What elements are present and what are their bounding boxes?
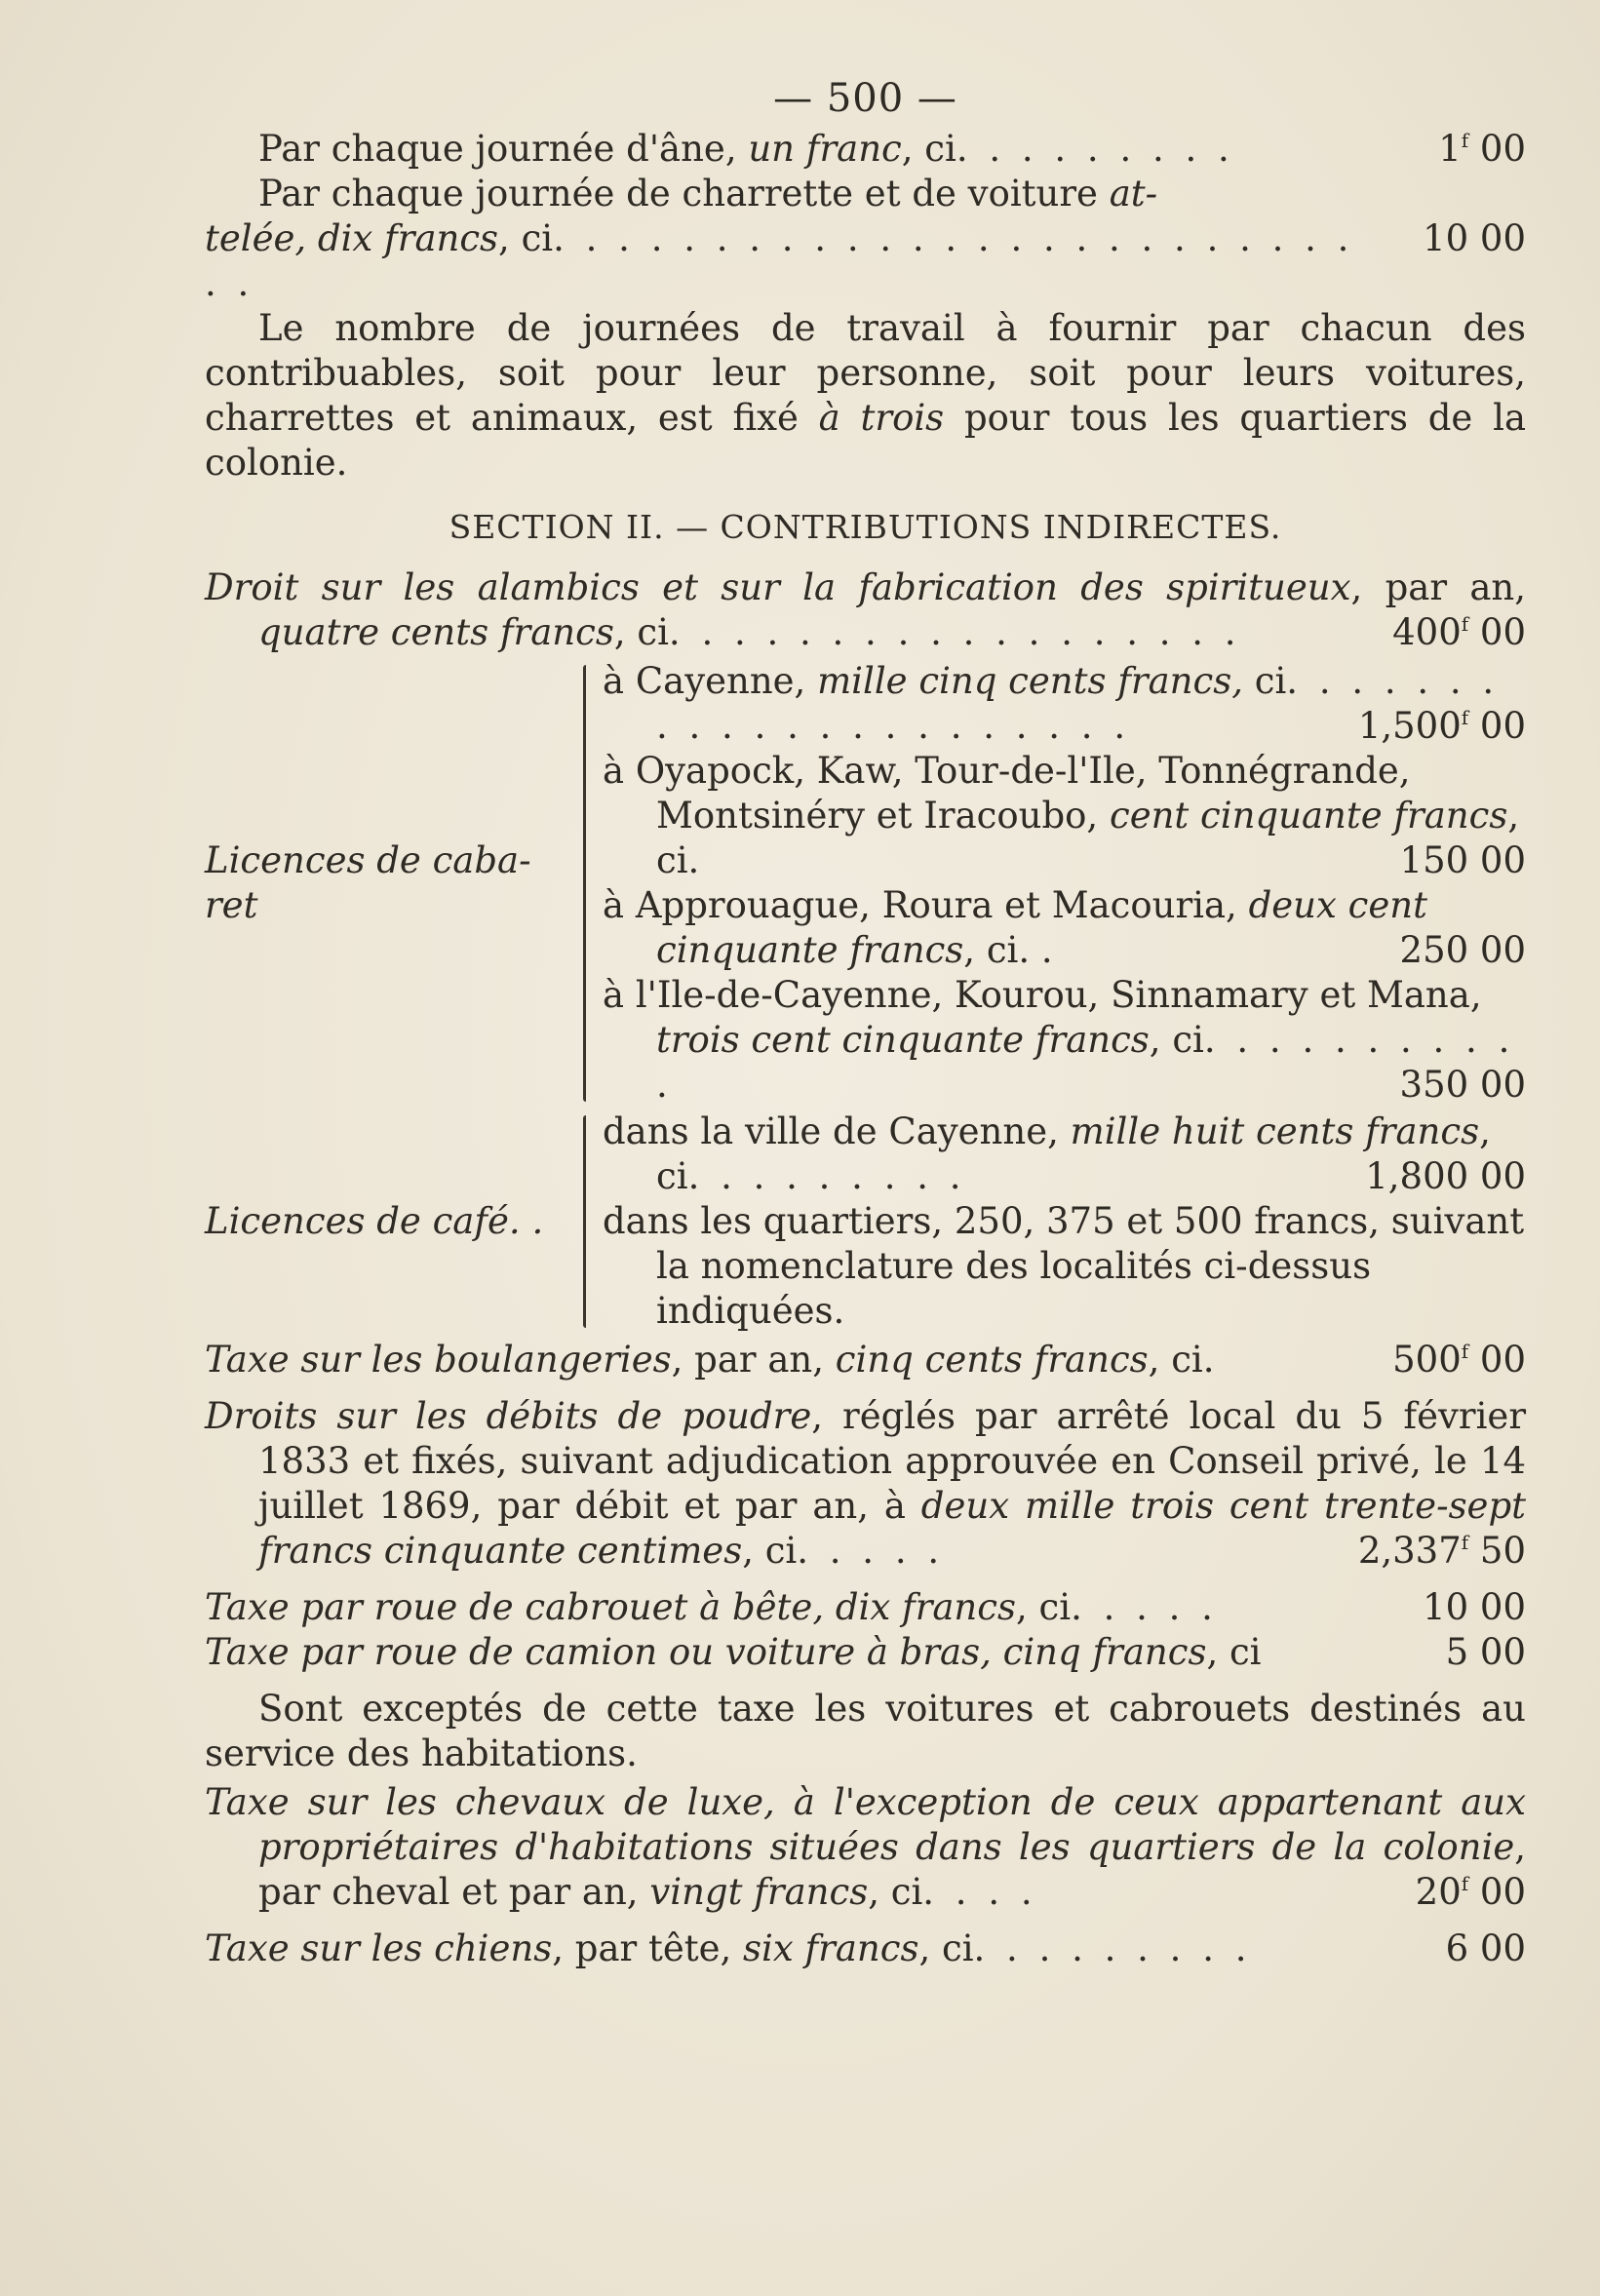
amount-cabrouet: 10 00 [1423,1586,1526,1628]
entry-cabrouet: Taxe par roue de cabrouet à bête, dix francs, ci. . . . . 10 00 [205,1586,1526,1628]
cabaret-item-oyapock: à Oyapock, Kaw, Tour-de-l'Ile, Tonnégrande, Montsinéry et Iracoubo, cent cinquante francs, ci. 150 00 [603,750,1526,881]
entry-chiens: Taxe sur les chiens, par tête, six francs, ci. . . . . . . . . 6 00 [205,1927,1526,1969]
page-content [205,76,1526,1971]
amount-chiens: 6 00 [1445,1927,1526,1969]
entry-camion: Taxe par roue de camion ou voiture à bras, cinq francs, ci 5 00 [205,1631,1526,1673]
amount-ane: 1$^f$ 00 [1438,128,1526,170]
entry-chevaux: Taxe sur les chevaux de luxe, à l'exception de ceux appartenant aux propriétaires d'habitations situées dans les quartiers de la colonie, par cheval et par an, vingt francs, ci. . . . 20$^f$ 00 [205,1781,1526,1913]
amount-alambics: 400$^f$ 00 [1392,611,1526,653]
amount-chevaux: 20$^f$ 00 [1415,1871,1526,1913]
line-ane: Par chaque journée d'âne, un franc, ci. . . . . . . . . 1$^f$ 00 [258,128,1526,170]
line-charrette-2: telée, dix francs, ci. . . . . . . . . . . . . . . . . . . . . . . . . . . 10 00 [205,217,1526,304]
cabaret-items [603,659,1526,1108]
brace [575,659,603,1108]
cabaret-item-ile-de-cayenne: à l'Ile-de-Cayenne, Kourou, Sinnamary et Mana, trois cent cinquante francs, ci. . . . . . . . . . . 350 00 [603,974,1526,1106]
paragraph-exceptes: Sont exceptés de cette taxe les voitures et cabrouets destinés au service des habitations. [205,1688,1526,1774]
page-number: — 500 — [773,76,957,121]
amount-poudre: 2,337$^f$ 50 [1357,1530,1526,1572]
cafe-items [603,1109,1526,1334]
group-licences-cabaret [205,659,1526,1108]
cafe-item-quartiers: dans les quartiers, 250, 375 et 500 francs, suivant la nomenclature des localités ci-dessus indiquées. [603,1200,1525,1332]
group-licences-cafe [205,1109,1526,1334]
entry-poudre: Droits sur les débits de poudre, réglés par arrêté local du 5 février 1833 et fixés, suivant adjudication approuvée en Conseil privé, le 14 juillet 1869, par débit et par an, à deux mille trois cent trente-sept francs cinquante centimes, ci. . . . . 2,337$^f$ 50 [205,1395,1527,1572]
section-title: SECTION II. — CONTRIBUTIONS INDIRECTES. [449,508,1282,546]
entry-alambics: Droit sur les alambics et sur la fabrication des spiritueux, par an, quatre cents francs, ci. . . . . . . . . . . . . . . . . . 400$^f$ 00 [205,566,1526,653]
brace [575,1109,603,1334]
entry-boulangeries: Taxe sur les boulangeries, par an, cinq cents francs, ci. 500$^f$ 00 [205,1339,1526,1381]
line-charrette-1: Par chaque journée de charrette et de voiture at- [258,173,1158,214]
cafe-item-ville: dans la ville de Cayenne, mille huit cents francs, ci. . . . . . . . . 1,800 00 [603,1110,1526,1197]
label-licences-cafe: Licences de café. . [205,1200,544,1242]
cabaret-item-cayenne: à Cayenne, mille cinq cents francs, ci. . . . . . . . . . . . . . . . . . . . . . 1,500$^f$ 00 [603,660,1526,747]
amount-camion: 5 00 [1445,1631,1526,1673]
amount-charrette: 10 00 [1423,217,1526,259]
amount-boulangeries: 500$^f$ 00 [1392,1339,1526,1381]
paragraph-journees: Le nombre de journées de travail à fournir par chacun des contribuables, soit pour leur personne, soit pour leurs voitures, charrettes et animaux, est fixé à trois pour tous les quartiers de la colonie. [205,307,1526,484]
label-licences-cabaret: Licences de caba-ret [205,839,531,926]
cabaret-item-approuague: à Approuague, Roura et Macouria, deux cent cinquante francs, ci. . 250 00 [603,884,1526,971]
